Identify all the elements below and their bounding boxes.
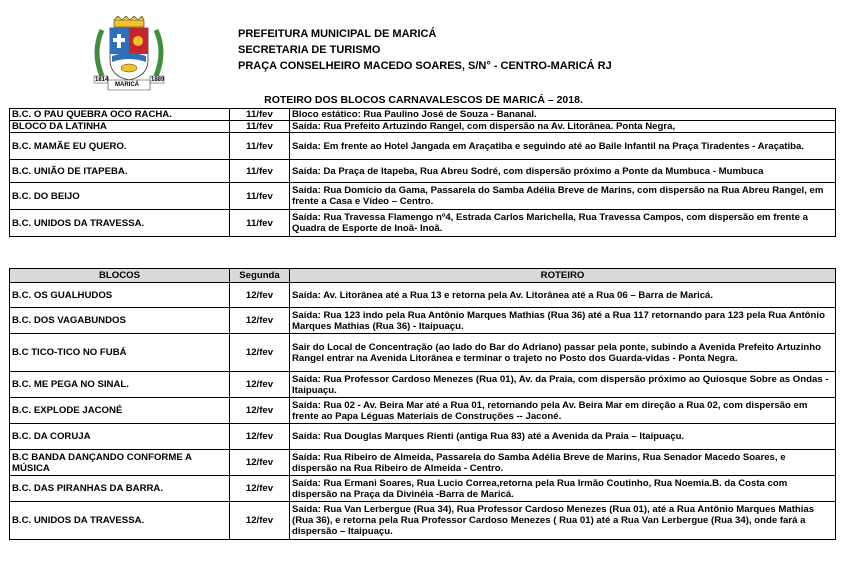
letterhead-line-3: PRAÇA CONSELHEIRO MACEDO SOARES, S/N° - CENTRO-MARICÁ RJ: [238, 60, 612, 72]
bloco-route: Saída: Rua 123 indo pela Rua Antônio Marques Mathias (Rua 36) até a Rua 117 retornando para 123 pela Rua Antônio Marques Mathias (Rua 36) - Itaipuaçu.: [290, 308, 836, 334]
column-header-roteiro: ROTEIRO: [290, 269, 836, 283]
bloco-date: 12/fev: [230, 424, 290, 450]
bloco-name: B.C. UNIDOS DA TRAVESSA.: [10, 210, 230, 237]
table-row: [10, 283, 836, 308]
table-row: [10, 109, 836, 121]
table-row: [10, 133, 836, 160]
bloco-name: B.C. DOS VAGABUNDOS: [10, 308, 230, 334]
bloco-date: 11/fev: [230, 210, 290, 237]
bloco-name: B.C. DAS PIRANHAS DA BARRA.: [10, 476, 230, 502]
bloco-route: Saída: Rua Ribeiro de Almeida, Passarela do Samba Adélia Breve de Marins, Rua Senador Macedo Soares, e dispersão na Rua Ribeiro de Almeida - Centro.: [290, 450, 836, 476]
bloco-date: 12/fev: [230, 476, 290, 502]
bloco-route: Saída: Rua Ermani Soares, Rua Lucio Correa,retorna pela Rua Irmão Coutinho, Rua Noemia.B. da Costa com dispersão na Praça da Divinéia -Barra de Maricá.: [290, 476, 836, 502]
bloco-date: 12/fev: [230, 308, 290, 334]
bloco-date: 12/fev: [230, 334, 290, 372]
bloco-name: B.C BANDA DANÇANDO CONFORME A MÚSICA: [10, 450, 230, 476]
letterhead: [238, 26, 612, 74]
bloco-date: 12/fev: [230, 398, 290, 424]
bloco-route: Saída: Da Praça de Itapeba, Rua Abreu Sodré, com dispersão próximo a Ponte da Mumbuca - Mumbuca: [290, 160, 836, 183]
table-row: [10, 450, 836, 476]
table-row: [10, 160, 836, 183]
bloco-route: Saída: Rua Travessa Flamengo nº4, Estrada Carlos Marichella, Rua Travessa Campos, com dispersão em frente a Quadra de Esporte de Inoã- Inoã.: [290, 210, 836, 237]
bloco-name: BLOCO DA LATINHA: [10, 121, 230, 133]
bloco-route: Saída: Rua Domício da Gama, Passarela do Samba Adélia Breve de Marins, com dispersão na Rua Abreu Rangel, em frente a Casa e Vídeo – Centro.: [290, 183, 836, 210]
bloco-name: B.C. OS GUALHUDOS: [10, 283, 230, 308]
bloco-name: B.C. O PAU QUEBRA OCO RACHA.: [10, 109, 230, 121]
bloco-date: 11/fev: [230, 109, 290, 121]
bloco-date: 11/fev: [230, 160, 290, 183]
crest-banner-text: MARICÁ: [115, 82, 139, 88]
bloco-route: Saída: Rua Van Lerbergue (Rua 34), Rua Professor Cardoso Menezes (Rua 01), até a Rua Antônio Marques Mathias (Rua 36), e retorna pela Rua Professor Cardoso Menezes ( Rua 01) até a Rua Van Lerbergue (Rua 34), onde fará a dispersão – Itaipuaçu.: [290, 502, 836, 540]
bloco-name: B.C. DO BEIJO: [10, 183, 230, 210]
bloco-name: B.C. EXPLODE JACONÉ: [10, 398, 230, 424]
bloco-route: Saída: Rua Professor Cardoso Menezes (Rua 01), Av. da Praia, com dispersão próximo ao Quiosque Sobre as Ondas - Itaipuaçu.: [290, 372, 836, 398]
bloco-date: 12/fev: [230, 502, 290, 540]
column-header-segunda: Segunda: [230, 269, 290, 283]
bloco-name: B.C. MAMÃE EU QUERO.: [10, 133, 230, 160]
letterhead-line-2: SECRETARIA DE TURISMO: [238, 44, 381, 56]
bloco-route: Saída: Em frente ao Hotel Jangada em Araçatiba e seguindo até ao Baile Infantil na Praça Tiradentes - Araçatiba.: [290, 133, 836, 160]
column-header-blocos: BLOCOS: [10, 269, 230, 283]
table-header-row: [10, 269, 836, 283]
bloco-route: Saída: Av. Litorânea até a Rua 13 e retorna pela Av. Litorânea até a Rua 06 – Barra de Maricá.: [290, 283, 836, 308]
bloco-date: 11/fev: [230, 121, 290, 133]
document-title: ROTEIRO DOS BLOCOS CARNAVALESCOS DE MARICÁ – 2018.: [264, 94, 583, 106]
bloco-route: Saída: Rua Douglas Marques Rienti (antiga Rua 83) até a Avenida da Praia – Itaipuaçu.: [290, 424, 836, 450]
table-row: [10, 372, 836, 398]
table-row: [10, 121, 836, 133]
table-row: [10, 476, 836, 502]
bloco-name: B.C TICO-TICO NO FUBÁ: [10, 334, 230, 372]
bloco-route: Saída: Rua Prefeito Artuzindo Rangel, com dispersão na Av. Litorânea. Ponta Negra,: [290, 121, 836, 133]
table-row: [10, 502, 836, 540]
table-row: [10, 334, 836, 372]
bloco-date: 12/fev: [230, 450, 290, 476]
crest-year-left: 1814: [95, 77, 109, 83]
bloco-name: B.C. ME PEGA NO SINAL.: [10, 372, 230, 398]
table-row: [10, 308, 836, 334]
bloco-route: Bloco estático: Rua Paulino José de Souza - Bananal.: [290, 109, 836, 121]
schedule-table-sunday: [9, 108, 836, 237]
bloco-route: Sair do Local de Concentração (ao lado do Bar do Adriano) passar pela ponte, subindo a Avenida Prefeito Artuzinho Rangel entrar na Avenida Litorânea e terminar o trajeto no Posto dos Guarda-vidas - Ponta Negra.: [290, 334, 836, 372]
letterhead-line-1: PREFEITURA MUNICIPAL DE MARICÁ: [238, 28, 437, 40]
bloco-name: B.C. DA CORUJA: [10, 424, 230, 450]
bloco-date: 12/fev: [230, 372, 290, 398]
table-row: [10, 210, 836, 237]
table-row: [10, 398, 836, 424]
schedule-table-monday: [9, 268, 836, 540]
bloco-date: 11/fev: [230, 133, 290, 160]
bloco-date: 11/fev: [230, 183, 290, 210]
crest-year-right: 1889: [151, 77, 165, 83]
bloco-date: 12/fev: [230, 283, 290, 308]
table-row: [10, 424, 836, 450]
bloco-name: B.C. UNIDOS DA TRAVESSA.: [10, 502, 230, 540]
bloco-route: Saída: Rua 02 - Av. Beira Mar até a Rua 01, retornando pela Av. Beira Mar em direção a Rua 02, com dispersão em frente ao Papa Léguas Materiais de Construções -- Jaconé.: [290, 398, 836, 424]
table-row: [10, 183, 836, 210]
bloco-name: B.C. UNIÃO DE ITAPEBA.: [10, 160, 230, 183]
